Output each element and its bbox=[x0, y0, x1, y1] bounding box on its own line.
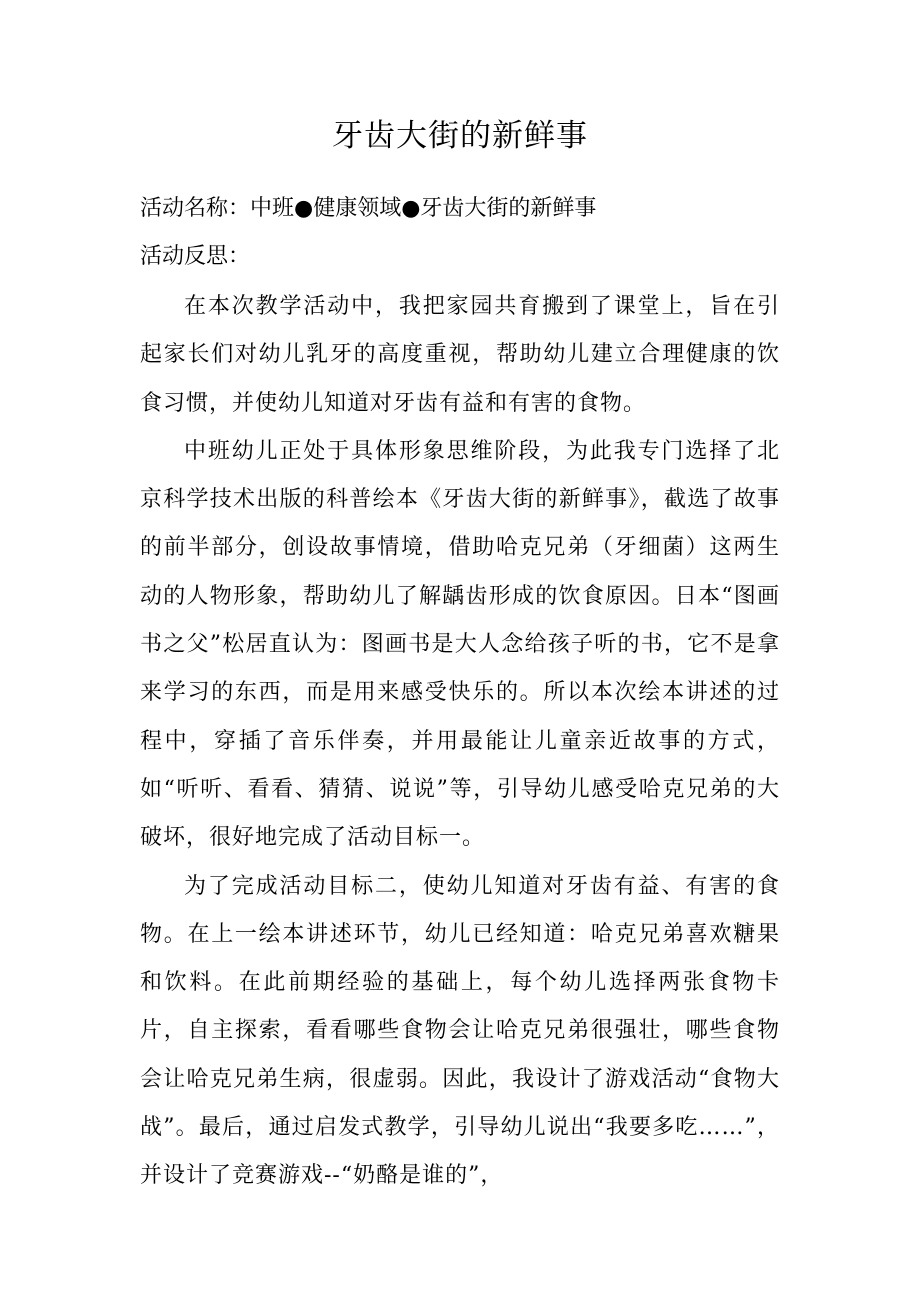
paragraph-3: 为了完成活动目标二，使幼儿知道对牙齿有益、有害的食物。在上一绘本讲述环节，幼儿已经知道：哈克兄弟喜欢糖果和饮料。在此前期经验的基础上，每个幼儿选择两张食物卡片，自主探索，看看哪些食物会让哈克兄弟很强壮，哪些食物会让哈克兄弟生病，很虚弱。因此，我设计了游戏活动“食物大战”。最后，通过启发式教学，引导幼儿说出“我要多吃……”，并设计了竞赛游戏--“奶酪是谁的”， bbox=[140, 873, 780, 1189]
document-body bbox=[140, 283, 780, 1201]
document-title: 牙齿大街的新鲜事 bbox=[332, 118, 588, 154]
paragraph-1: 在本次教学活动中，我把家园共育搬到了课堂上，旨在引起家长们对幼儿乳牙的高度重视，帮助幼儿建立合理健康的饮食习惯，并使幼儿知道对牙齿有益和有害的食物。 bbox=[140, 294, 780, 416]
reflection-label: 活动反思： bbox=[140, 244, 251, 269]
activity-name-line: 活动名称：中班●健康领域●牙齿大街的新鲜事 bbox=[140, 196, 597, 221]
paragraph-2: 中班幼儿正处于具体形象思维阶段，为此我专门选择了北京科学技术出版的科普绘本《牙齿大街的新鲜事》，截选了故事的前半部分，创设故事情境，借助哈克兄弟（牙细菌）这两生动的人物形象，帮助幼儿了解龋齿形成的饮食原因。日本“图画书之父”松居直认为：图画书是大人念给孩子听的书，它不是拿来学习的东西，而是用来感受快乐的。所以本次绘本讲述的过程中，穿插了音乐伴奏，并用最能让儿童亲近故事的方式，如“听听、看看、猜猜、说说”等，引导幼儿感受哈克兄弟的大破坏，很好地完成了活动目标一。 bbox=[140, 438, 780, 851]
